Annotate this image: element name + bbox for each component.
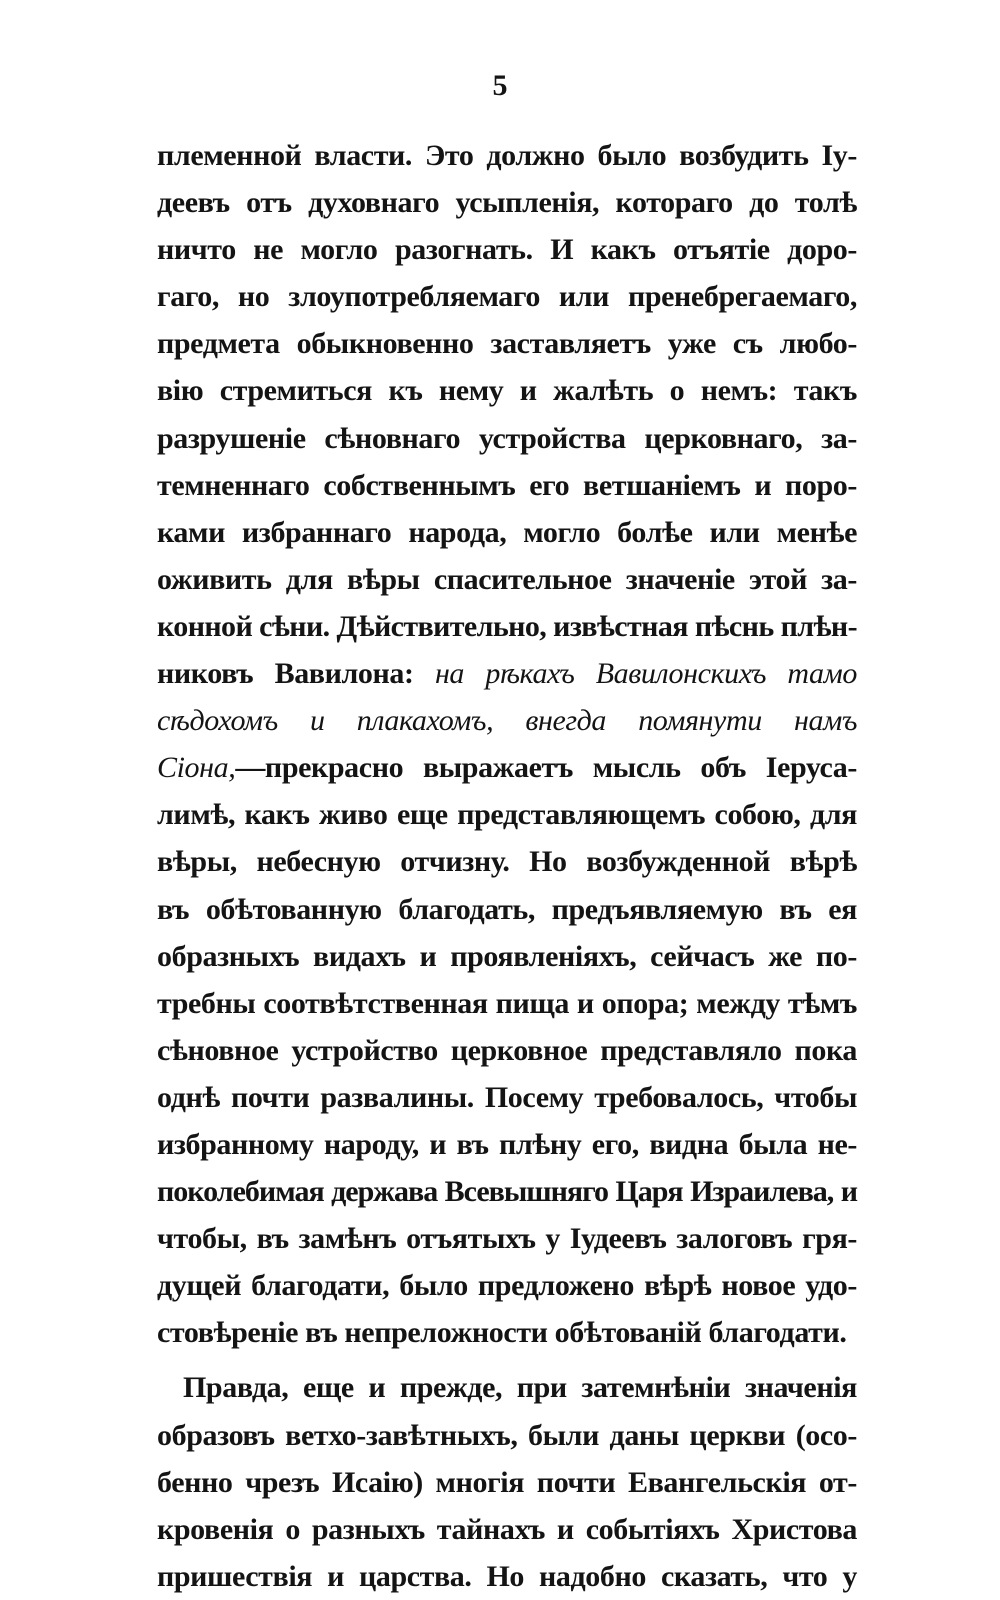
text-line: образныхъ видахъ и проявленіяхъ, сейчасъ же по-	[157, 939, 857, 973]
page-number: 5	[492, 69, 508, 102]
paragraph-last-line: стовѣреніе въ непреложности обѣтованій благодати.	[157, 1316, 847, 1350]
text-line: конной сѣни. Дѣйствительно, извѣстная пѣснь плѣн-	[157, 609, 857, 643]
text-line: гаго, но злоупотребляемаго или пренебрегаемаго,	[157, 280, 857, 314]
line-text: —прекрасно выражаетъ мысль объ Іеруса-	[235, 751, 857, 785]
text-line: поколебимая держава Всевышняго Царя Израилева, и	[157, 1175, 857, 1209]
text-line: сѣновное устройство церковное представляло пока	[157, 1033, 857, 1067]
scripture-quote: сѣдохомъ и плакахомъ, внегда помянути намъ	[157, 704, 857, 738]
line-text: никовъ Вавилона:	[157, 657, 435, 691]
text-line: ками избраннаго народа, могло болѣе или менѣе	[157, 515, 857, 549]
text-line: образовъ ветхо-завѣтныхъ, были даны церкви (осо-	[157, 1418, 857, 1452]
text-line: въ обѣтованную благодать, предъявляемую въ ея	[157, 892, 857, 926]
text-line: чтобы, въ замѣнъ отъятыхъ у Іудеевъ залоговъ гря-	[157, 1222, 857, 1256]
text-line: однѣ почти развалины. Посему требовалось, чтобы	[157, 1080, 857, 1114]
text-line: кровенія о разныхъ тайнахъ и событіяхъ Христова	[157, 1512, 857, 1546]
text-line: лимѣ, какъ живо еще представляющемъ собою, для	[157, 798, 857, 832]
text-line: ничто не могло разогнать. И какъ отъятіе дорo-	[157, 233, 857, 267]
text-line-with-quote	[157, 744, 857, 791]
text-line: деевъ отъ духовнаго усыпленія, котораго до толѣ	[157, 186, 857, 220]
paragraph-first-line: Правда, еще и прежде, при затемнѣніи значенія	[183, 1371, 857, 1405]
text-line: пришествія и царства. Но надобно сказать, что у	[157, 1559, 857, 1593]
scripture-quote: на рѣкахъ Вавилонскихъ тамо	[434, 657, 857, 691]
text-line: избранному народу, и въ плѣну его, видна была не-	[157, 1127, 857, 1161]
text-line-with-quote	[157, 697, 857, 744]
text-line: темненнаго собственнымъ его ветшаніемъ и поро-	[157, 468, 857, 502]
text-line: дущей благодати, было предложено вѣрѣ новое удо-	[157, 1269, 857, 1303]
text-line: племенной власти. Это должно было возбудить Іу-	[157, 139, 857, 172]
text-line: разрушеніе сѣновнаго устройства церковнаго, за-	[157, 421, 857, 455]
text-line: бенно чрезъ Исаію) многія почти Евангельскія от-	[157, 1465, 857, 1499]
text-line: вію стремиться къ нему и жалѣть о немъ: такъ	[157, 374, 857, 408]
text-line: требны соотвѣтственная пища и опора; между тѣмъ	[157, 986, 857, 1020]
text-line: оживить для вѣры спасительное значеніе этой за-	[157, 562, 857, 596]
text-line-with-quote	[157, 650, 857, 697]
scripture-quote: Сіона,	[157, 751, 236, 785]
body-text	[157, 132, 857, 1600]
text-line: вѣры, небесную отчизну. Но возбужденной вѣрѣ	[157, 845, 857, 879]
text-line: предмета обыкновенно заставляетъ уже съ любо-	[157, 327, 857, 361]
